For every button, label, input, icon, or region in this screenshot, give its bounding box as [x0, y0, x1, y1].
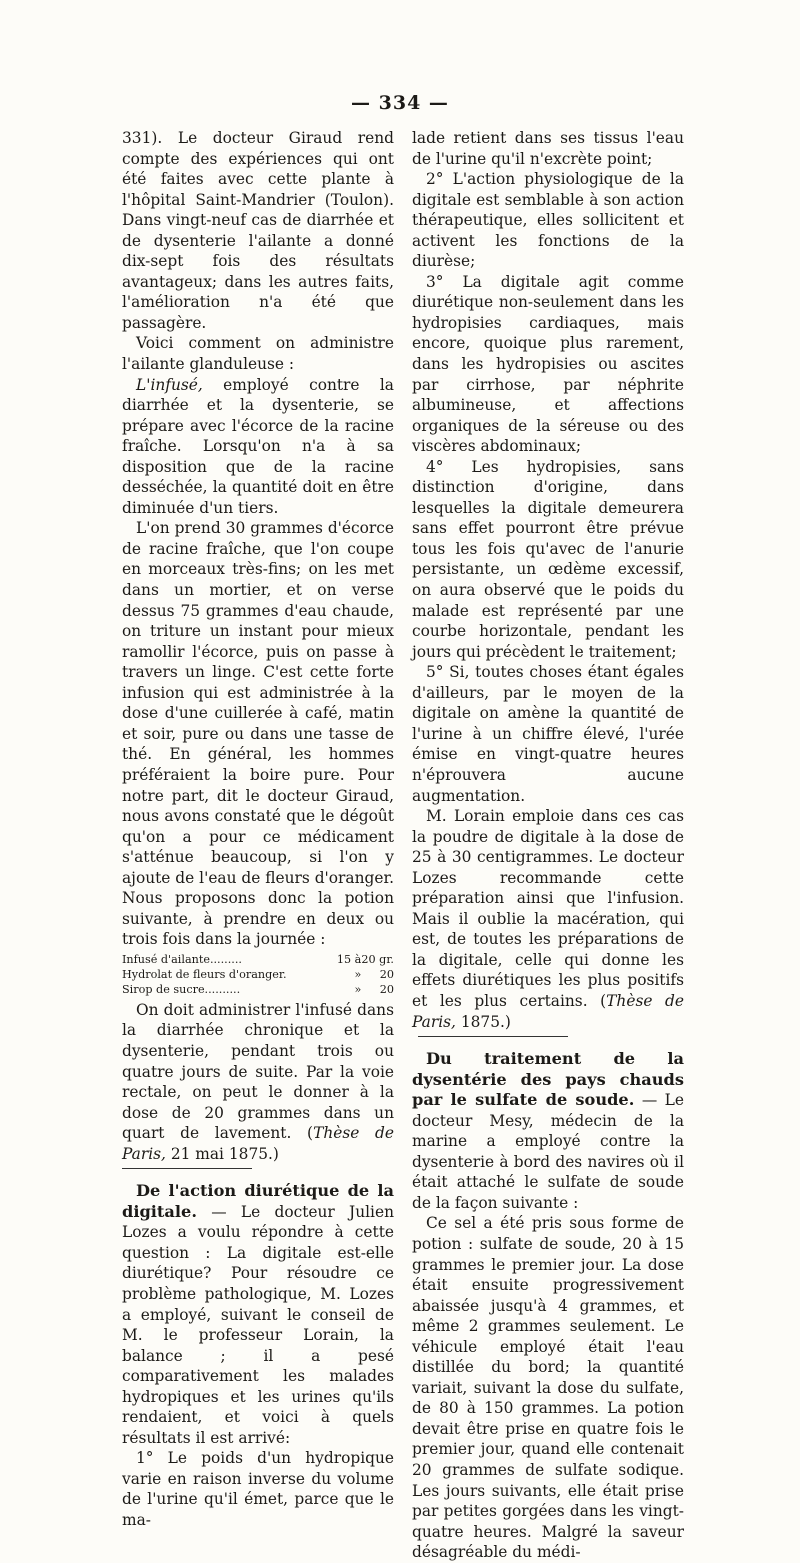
citation-date: 1875.) — [455, 1012, 511, 1031]
paragraph — [122, 1181, 394, 1448]
paragraph: 331). Le docteur Giraud rend compte des expériences qui ont été faites avec cette plante à l'hôpital Saint-Mandrier (Toulon). Dans vingt-neuf cas de diarrhée et de dysenterie l'ailante a donné dix-sept fois des résultats avantageux; dans les autres faits, l'amélioration n'a été que passagère. — [122, 129, 394, 332]
italic-term: L'infusé, — [136, 375, 203, 394]
paragraph — [412, 1049, 684, 1213]
section-divider — [418, 1036, 568, 1037]
paragraph: Voici comment on administre l'ailante glanduleuse : — [122, 334, 394, 374]
paragraph: 3° La digitale agit comme diurétique non-seulement dans les hydropisies cardiaques, mais encore, quoique plus rarement, dans les hydropisies ou ascites par cirrhose, par néphrite albumineuse, et affections organiques de la séreuse ou des viscères abdominaux; — [412, 272, 684, 456]
paragraph-text: M. Lorain emploie dans ces cas la poudre de digitale à la dose de 25 à 30 centigrammes. Le docteur Lozes recommande cette préparation ainsi que l'infusion. Mais il oublie la macération, qui est, de toutes les préparations de la digitale, celle qui donne les effets diurétiques les plus positifs et les plus certains. ( — [412, 807, 684, 1010]
paragraph: L'on prend 30 grammes d'écorce de racine fraîche, que l'on coupe en morceaux très-fins; on les met dans un mortier, et on verse dessus 75 grammes d'eau chaude, on triture un instant pour mieux ramollir l'écorce, puis on passe à travers un linge. C'est cette forte infusion qui est administrée à la dose d'une cuillerée à café, matin et soir, pure ou dans une tasse de thé. En général, les hommes préféraient la boire pure. Pour notre part, dit le docteur Giraud, nous avons constaté que le dégoût qu'on a pour ce médicament s'atténue beaucoup, si l'on y ajoute de l'eau de fleurs d'oranger. Nous proposons donc la potion suivante, à prendre en deux ou trois fois dans la journée : — [122, 519, 395, 949]
paragraph: 1° Le poids d'un hydropique varie en raison inverse du volume de l'urine qu'il émet, parce que le ma- — [122, 1449, 394, 1529]
paragraph: 4° Les hydropisies, sans distinction d'origine, dans lesquelles la digitale demeurera sans effet pourront être prévue tous les fois qu'avec de l'anurie persistante, un œdème excessif, on aura observé que le poids du malade est représenté par une courbe horizontale, pendant les jours qui précèdent le traitement; — [412, 457, 684, 661]
section-heading: De l'action diurétique de la digitale. — [122, 1181, 394, 1221]
paragraph-text: — Le docteur Mesy, médecin de la marine a employé contre la dysenterie à bord des navires où il était attaché le sulfate de soude de la façon suivante : — [412, 1091, 684, 1212]
recipe-row — [122, 952, 394, 967]
paragraph: 5° Si, toutes choses étant égales d'ailleurs, par le moyen de la digitale on amène la quantité de l'urine à un chiffre élevé, l'urée émise en vingt-quatre heures n'éprouvera aucune augmentation. — [412, 663, 684, 805]
recipe-amount: 20 — [379, 967, 394, 981]
paragraph-text: — Le docteur Julien Lozes a voulu répondre à cette question : La digitale est-elle diurétique? Pour résoudre ce problème pathologique, M. Lozes a employé, suivant le conseil de M. le professeur Lorain, la balance ; il a pesé comparativement les malades hydropiques et les urines qu'ils rendaient, et voici à quels résultats il est arrivé: — [122, 1202, 394, 1447]
recipe-ingredient: Hydrolat de fleurs d'oranger. — [122, 967, 287, 981]
left-column — [122, 128, 394, 1531]
citation-source: Thèse de Paris, — [412, 991, 684, 1031]
paragraph-text: On doit administrer l'infusé dans la diarrhée chronique et la dysenterie, pendant trois ou quatre jours de suite. Par la voie rectale, on peut le donner à la dose de 20 grammes dans un quart de lavement. ( — [122, 1000, 394, 1143]
paragraph: 2° L'action physiologique de la digitale est semblable à son action thérapeutique, elles sollicitent et activent les fonctions de la diurèse; — [412, 170, 684, 271]
paragraph — [412, 806, 684, 1032]
recipe-quantity: » — [354, 982, 362, 996]
page-number: — 334 — — [351, 92, 449, 114]
recipe-amount: 20 — [379, 982, 394, 996]
recipe-quantity: » — [354, 967, 362, 981]
paragraph: Ce sel a été pris sous forme de potion : sulfate de soude, 20 à 15 grammes le premier jour. La dose était ensuite progressivement abaissée jusqu'à 4 grammes, et même 2 grammes seulement. Le véhicule employé était l'eau distillée du bord; la quantité variait, suivant la dose du sulfate, de 80 à 150 grammes. La potion devait être prise en quatre fois le premier jour, quand elle contenait 20 grammes de sulfate sodique. Les jours suivants, elle était prise par petites gorgées dans les vingt-quatre heures. Malgré la saveur désagréable du médi- — [412, 1214, 684, 1562]
recipe-ingredient: Infusé d'ailante......... — [122, 952, 242, 966]
paragraph-text: employé contre la diarrhée et la dysenterie, se prépare avec l'écorce de la racine fraîche. Lorsqu'on n'a à sa disposition que de la racine desséchée, la quantité doit en être diminuée d'un tiers. — [122, 375, 394, 517]
section-heading: Du traitement de la dysentérie des pays chauds par le sulfate de soude. — [412, 1049, 684, 1110]
paragraph — [122, 1000, 394, 1164]
recipe-row — [122, 967, 394, 982]
paragraph: lade retient dans ses tissus l'eau de l'urine qu'il n'excrète point; — [412, 129, 684, 168]
citation-date: 21 mai 1875.) — [165, 1144, 279, 1163]
recipe-amount: 20 gr. — [361, 952, 394, 966]
paragraph — [122, 375, 394, 519]
recipe-quantity: 15 à — [336, 952, 362, 966]
recipe-ingredient: Sirop de sucre.......... — [122, 982, 241, 996]
recipe-table — [122, 952, 394, 997]
citation-source: Thèse de Paris, — [122, 1124, 394, 1163]
right-column — [412, 128, 684, 1563]
section-divider — [122, 1168, 252, 1169]
recipe-row — [122, 982, 394, 997]
